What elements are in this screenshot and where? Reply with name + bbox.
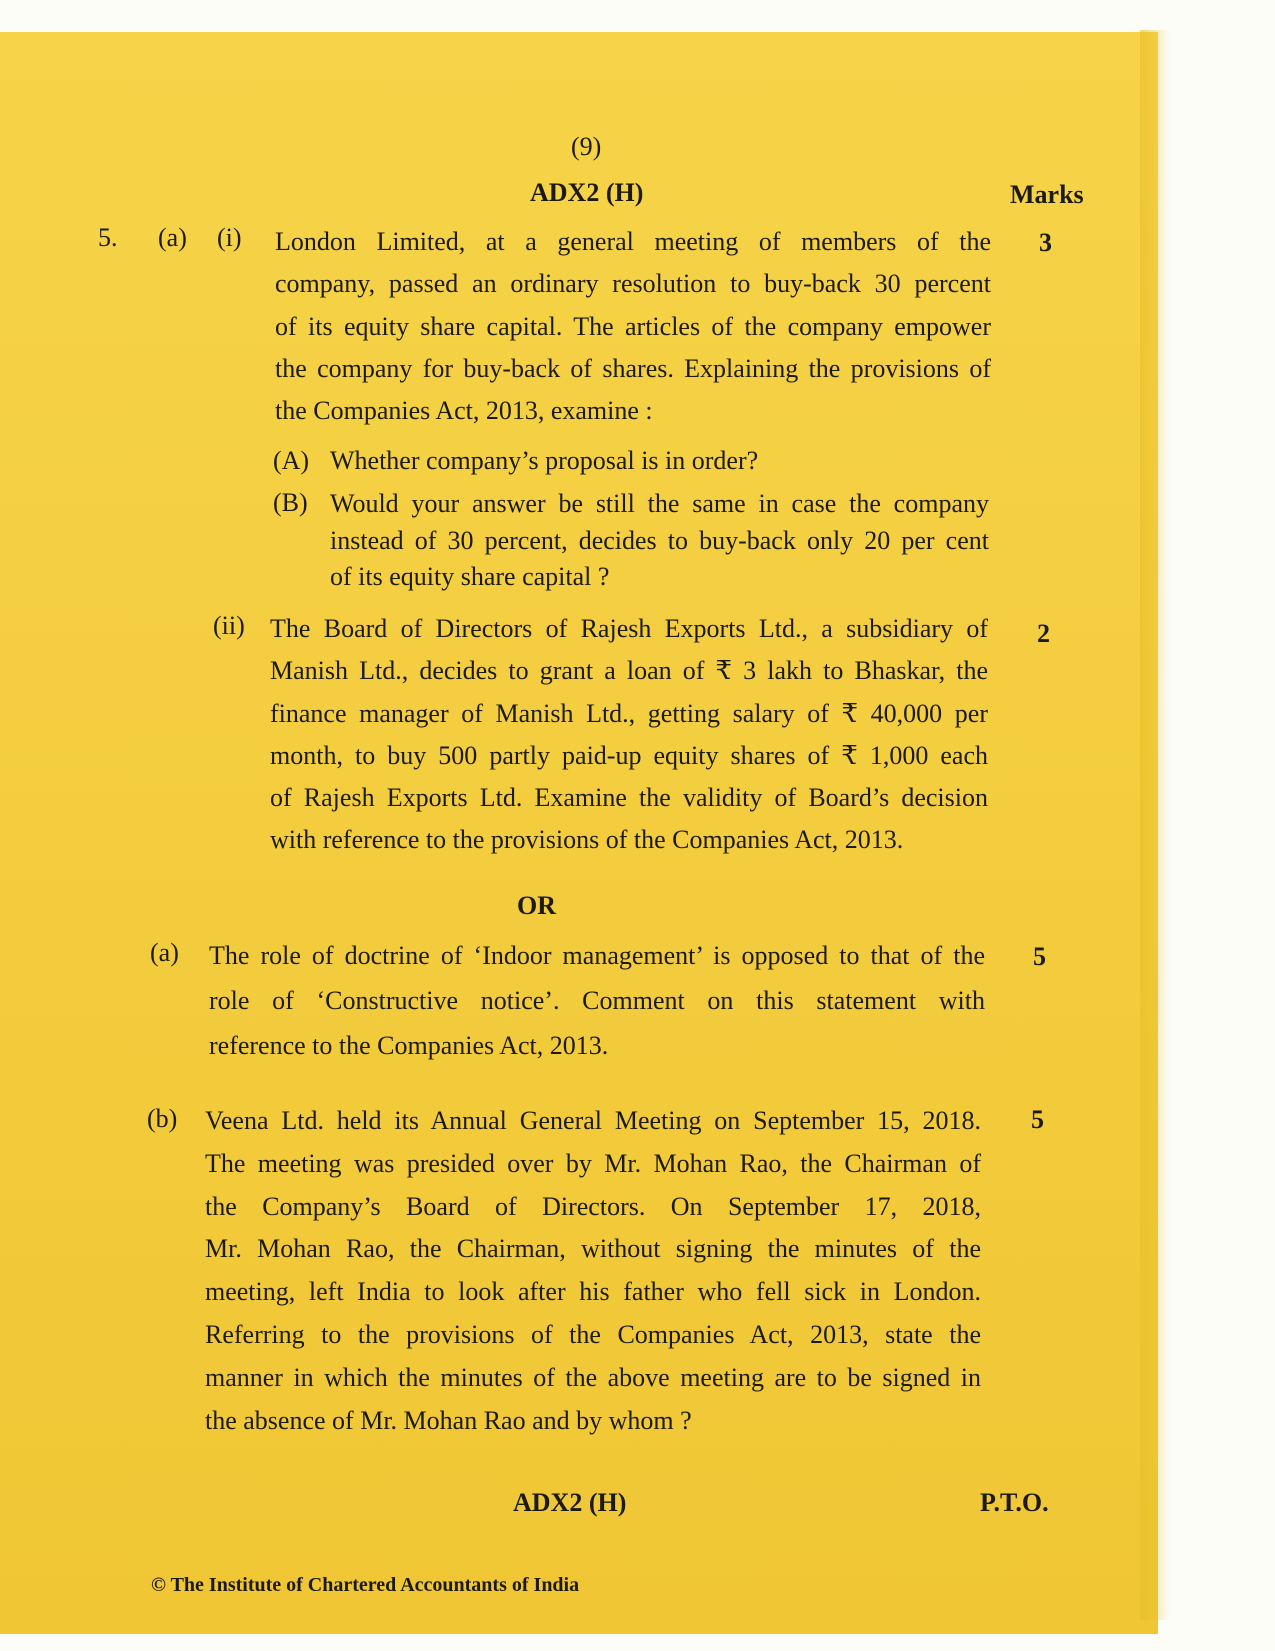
paper-code-header: ADX2 (H) [530, 178, 644, 207]
page-number: (9) [571, 132, 602, 161]
sub-A-text: Whether company’s proposal is in order? [330, 446, 759, 475]
sub-A-label: (A) [273, 446, 310, 475]
sub-B-text: Would your answer be still the same in case the company instead of 30 percent, decides to buy-back only 20 per cent of its equity share capital ? [330, 489, 989, 591]
sub-ii-label: (ii) [213, 611, 245, 640]
alt-b-text: Veena Ltd. held its Annual General Meeting on September 15, 2018. The meeting was presided over by Mr. Mohan Rao, the Chairman of the Company’s Board of Directors. On September 17, 2018, Mr. Mohan Rao, the Chairman, without signing the minutes of the meeting, left India to look after his father who fell sick in London. Referring to the provisions of the Companies Act, 2013, state the manner in which the minutes of the above meeting are to be signed in the absence of Mr. Mohan Rao and by whom ? [205, 1106, 981, 1435]
sub-B-label: (B) [273, 488, 308, 517]
sub-ii-text: The Board of Directors of Rajesh Exports Ltd., a subsidiary of Manish Ltd., decides to grant a loan of ₹ 3 lakh to Bhaskar, the finance manager of Manish Ltd., getting salary of ₹ 40,000 per month, to buy 500 partly paid-up equity shares of ₹ 1,000 each of Rajesh Exports Ltd. Examine the validity of Board’s decision with reference to the provisions of the Companies Act, 2013. [270, 614, 988, 855]
part-a-label: (a) [158, 223, 187, 252]
alt-b-label: (b) [147, 1104, 178, 1133]
page-edge-shadow [1140, 30, 1170, 1620]
pto-label: P.T.O. [980, 1488, 1049, 1517]
or-divider: OR [517, 891, 556, 920]
marks-header: Marks [1010, 180, 1084, 209]
marks-alt-a: 5 [1033, 942, 1046, 971]
copyright-notice: © The Institute of Chartered Accountants of India [151, 1574, 580, 1596]
sub-i-text: London Limited, at a general meeting of members of the company, passed an ordinary resolution to buy-back 30 percent of its equity share capital. The articles of the company empower the company for buy-back of shares. Explaining the provisions of the Companies Act, 2013, examine : [275, 227, 991, 426]
sub-i-label: (i) [217, 223, 242, 252]
question-number: 5. [98, 223, 118, 252]
marks-sub-ii: 2 [1037, 619, 1050, 648]
alt-a-label: (a) [150, 938, 179, 967]
paper-code-footer: ADX2 (H) [513, 1488, 627, 1517]
marks-sub-i: 3 [1039, 228, 1052, 257]
alt-a-text: The role of doctrine of ‘Indoor management’ is opposed to that of the role of ‘Constructive notice’. Comment on this statement with reference to the Companies Act, 2013. [209, 941, 985, 1060]
marks-alt-b: 5 [1031, 1105, 1044, 1134]
